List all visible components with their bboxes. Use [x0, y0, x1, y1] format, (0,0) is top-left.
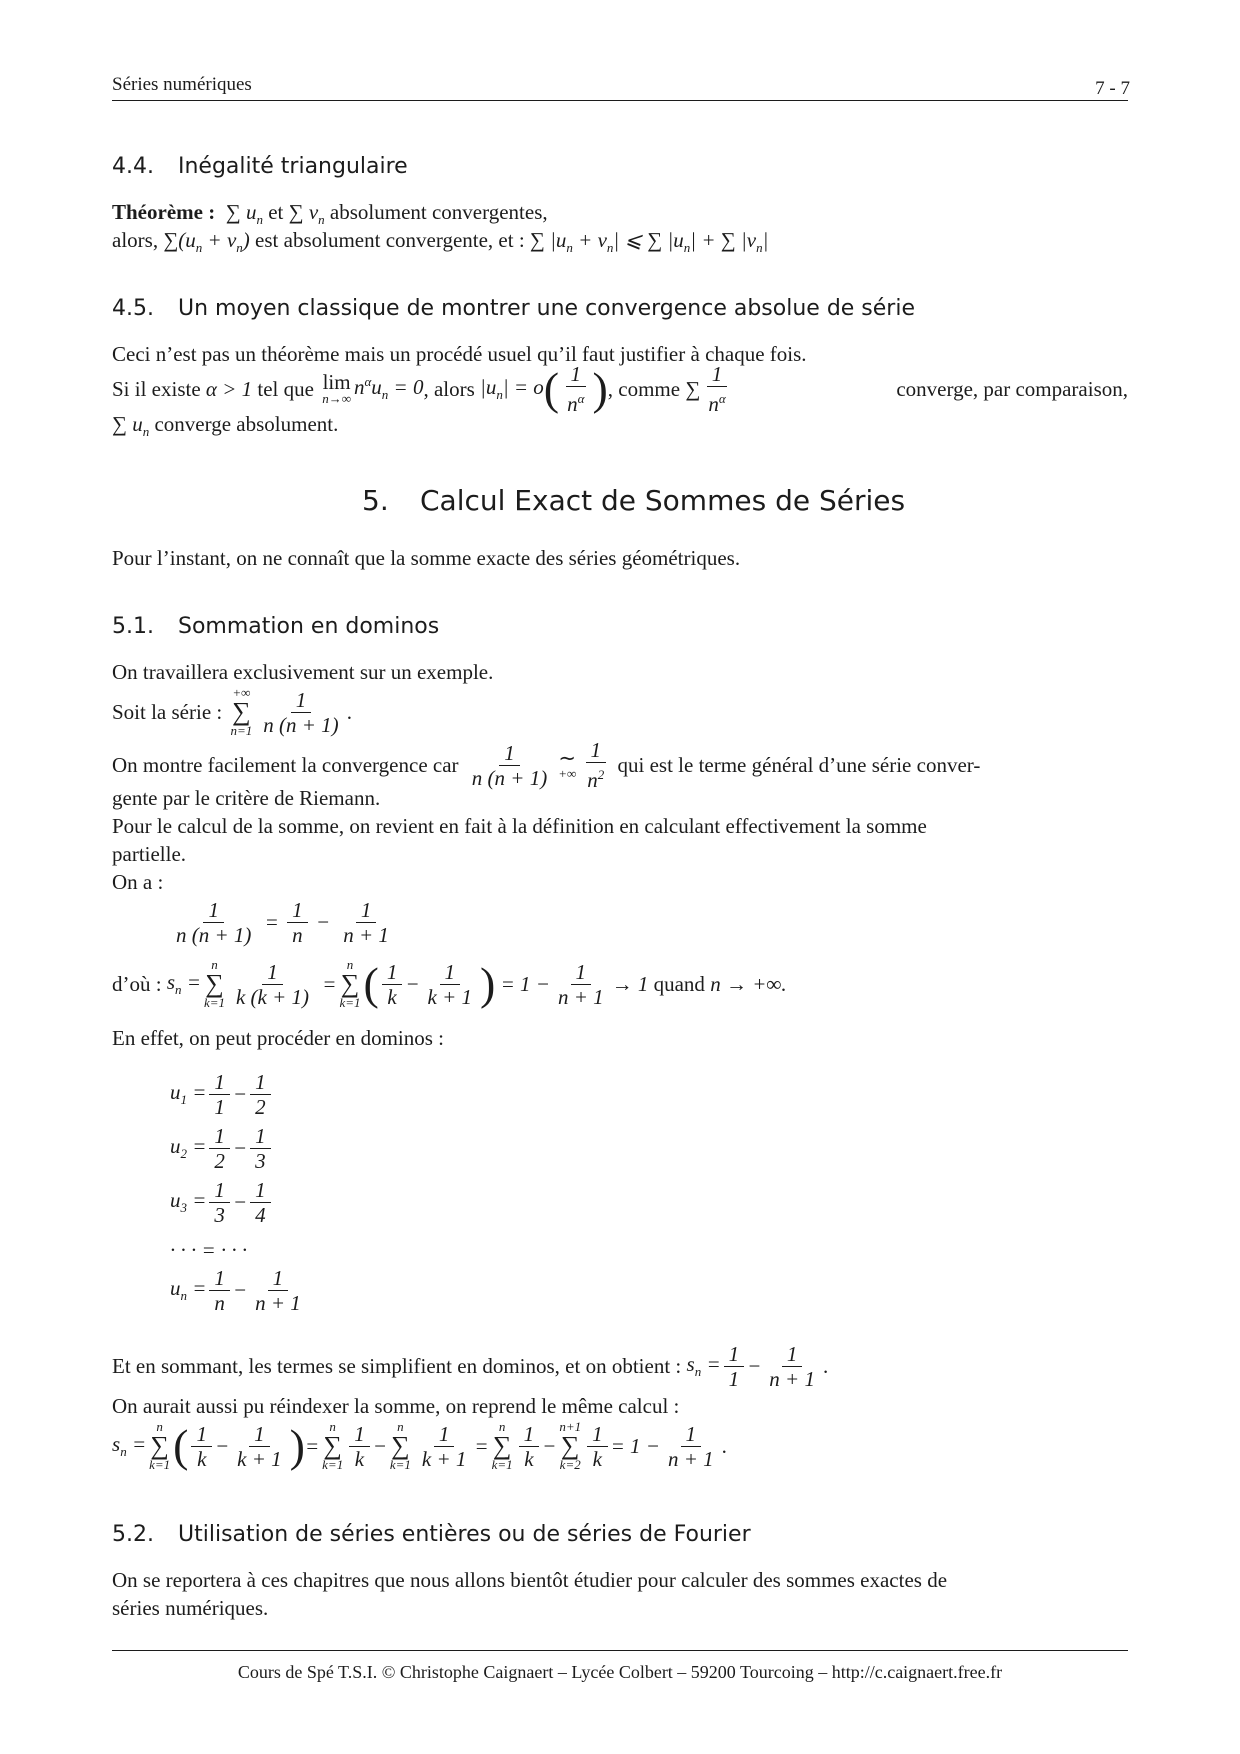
paragraph: Pour l’instant, on ne connaît que la somme exacte des séries géométriques.	[112, 546, 741, 570]
math-formula: ∑ $|u_n + v_n|$ ⩽ ∑ $|u_n|$ + ∑ $|v_n|$	[529, 228, 769, 256]
math-fraction: $\frac{1}{1}$	[724, 1342, 745, 1391]
math-fraction: $\frac{1}{2}$	[209, 1124, 230, 1173]
domino-un	[170, 1266, 309, 1315]
theorem-line-2	[112, 228, 768, 256]
math-fraction: $\frac{1}{n (n + 1)}$	[263, 687, 339, 737]
math-formula: = 1 −	[610, 1433, 660, 1458]
paren: (	[543, 363, 560, 414]
math-fraction: $\frac{1}{n (n + 1)}$	[471, 740, 548, 790]
domino-sum-result: Et en sommant, les termes se simplifient en dominos, et on obtient : $s_n$ = $\frac{1}{1}$ − $\frac{1}{n + 1}$ .	[112, 1342, 829, 1391]
paragraph: On aurait aussi pu réindexer la somme, on reprend le même calcul :	[112, 1394, 680, 1418]
section-number: 5.	[362, 484, 389, 517]
domino-u2	[170, 1124, 274, 1173]
paragraph: On se reportera à ces chapitres que nous allons bientôt étudier pour calculer des sommes exactes de	[112, 1568, 948, 1592]
math-formula: ∑	[685, 376, 701, 401]
math-minus: −	[372, 1433, 387, 1458]
section-number: 4.4.	[112, 154, 154, 179]
domino-u1	[170, 1070, 274, 1119]
math-formula: ∑ $u_n$	[112, 412, 150, 440]
math-fraction: $\frac{1}{n + 1}$	[769, 1342, 815, 1391]
text: On montre facilement la convergence car	[112, 752, 459, 777]
math-equals: =	[317, 971, 337, 996]
math-fraction: $\frac{1}{n}$	[287, 898, 308, 947]
text: , comme	[607, 376, 681, 401]
section-number: 5.2.	[112, 1522, 154, 1547]
math-sum: n ∑ k=1	[491, 1419, 513, 1472]
text: converge, par comparaison,	[896, 376, 1128, 401]
math-formula: $u_2$ =	[170, 1134, 207, 1162]
text: d’où :	[112, 971, 162, 996]
paragraph: On a :	[112, 870, 164, 894]
math-fraction: $\frac{1}{n^2}$	[587, 738, 605, 792]
math-equals: =	[474, 1433, 489, 1458]
math-fraction: $\frac{1}{3}$	[209, 1178, 230, 1227]
section-heading-5-2	[112, 1522, 751, 1547]
math-fraction: $\frac{1}{3}$	[250, 1124, 271, 1173]
theorem-label: Théorème :	[112, 200, 216, 224]
math-fraction: $\frac{1}{k + 1}$	[421, 1421, 467, 1471]
partial-sum-formula	[112, 958, 787, 1010]
chapter-heading-5	[362, 484, 905, 517]
text: qui est le terme général d’une série conver-	[617, 752, 981, 777]
math-fraction: $\frac{1}{k + 1}$	[427, 959, 473, 1009]
math-fraction: $\frac{1}{2}$	[250, 1070, 271, 1119]
text: absolument convergentes,	[329, 200, 548, 224]
paragraph: partielle.	[112, 842, 187, 866]
math-sum: n ∑ k=1	[149, 1419, 171, 1472]
section-number: 4.5.	[112, 296, 154, 321]
math-sum: +∞ ∑ n=1	[230, 685, 253, 738]
math-minus: −	[232, 1082, 248, 1106]
math-minus: −	[232, 1278, 248, 1302]
math-fraction: $\frac{1}{n + 1}$	[343, 898, 389, 947]
math-formula: = 1 −	[495, 971, 550, 996]
section-title: Calcul Exact de Sommes de Séries	[420, 484, 906, 517]
math-fraction: $\frac{1}{k}$	[191, 1422, 212, 1471]
paren: (	[173, 1420, 189, 1471]
math-sum: n ∑ k=1	[339, 957, 361, 1010]
math-sum: n ∑ k=1	[322, 1419, 344, 1472]
section-heading-4-5	[112, 296, 915, 321]
section-title: Sommation en dominos	[178, 614, 440, 639]
series-definition: Soit la série : +∞ ∑ n=1 $\frac{1}{n (n + 1)}$ .	[112, 685, 352, 738]
text: alors,	[112, 228, 159, 252]
math-fraction: $\frac{1}{n + 1}$	[255, 1266, 301, 1315]
math-minus: −	[232, 1190, 248, 1214]
section-number: 5.1.	[112, 614, 154, 639]
paragraph: Ceci n’est pas un théorème mais un procédé usuel qu’il faut justifier à chaque fois.	[112, 342, 807, 366]
math-equals: =	[304, 1433, 320, 1458]
footer-rule	[112, 1650, 1128, 1651]
math-formula: $u_3$ =	[170, 1188, 207, 1216]
math-fraction: $\frac{1}{k}$	[587, 1422, 608, 1471]
paragraph: Pour le calcul de la somme, on revient en fait à la définition en calculant effectivement la somme	[112, 814, 927, 838]
section-title: Utilisation de séries entières ou de séries de Fourier	[178, 1522, 751, 1547]
paren: (	[363, 958, 379, 1009]
theorem-line-1: Théorème : ∑ $u_n$ et ∑ $v_n$ absolument convergentes,	[112, 200, 548, 228]
math-fraction: $\frac{1}{n + 1}$	[667, 1421, 714, 1471]
partial-fraction-identity	[168, 898, 397, 947]
paren: )	[592, 363, 608, 414]
math-formula: $u_n$ =	[170, 1276, 207, 1304]
math-fraction: $\frac{1}{k}$	[519, 1422, 540, 1471]
math-minus: −	[232, 1136, 248, 1160]
math-fraction: $\frac{1}{k + 1}$	[237, 1421, 282, 1471]
reindex-formula: $s_n$ = n ∑ k=1 ( $\frac{1}{k}$ − $\frac{1}{k + 1}$ ) = n ∑ k=1 $\frac{1}{k}$ − n ∑ k=1 $\frac{1}{k + 1}$ = n ∑ k=1 $\frac{1}{k}$ − n+1 ∑ k=2 $\frac{1}{k}$ = 1 − $\frac{1}{n + 1}$ .	[112, 1419, 727, 1472]
paragraph-end	[112, 412, 338, 440]
paren: )	[289, 1420, 305, 1471]
math-sum: n ∑ k=1	[203, 957, 225, 1010]
text: , alors	[423, 376, 475, 401]
math-fraction: $\frac{1}{n^\alpha}$	[567, 362, 585, 416]
math-fraction: $\frac{1}{n^\alpha}$	[708, 362, 726, 416]
paragraph: séries numériques.	[112, 1596, 269, 1620]
math-formula: $s_n$ =	[112, 1431, 147, 1460]
paragraph: gente par le critère de Riemann.	[112, 786, 381, 810]
domino-u3	[170, 1178, 274, 1227]
math-formula: $u_1$ =	[170, 1080, 207, 1108]
math-minus: −	[214, 1433, 230, 1458]
section-heading-4-4	[112, 154, 408, 179]
math-formula: $|u_n| = o$	[480, 374, 544, 403]
text: converge absolument.	[154, 412, 339, 436]
math-limit: lim n→∞	[322, 370, 351, 406]
paragraph: On travaillera exclusivement sur un exemple.	[112, 660, 494, 684]
math-sum: n+1 ∑ k=2	[559, 1419, 582, 1472]
math-minus: −	[310, 910, 336, 934]
math-equivalent: ∼ +∞	[558, 746, 577, 781]
math-fraction: $\frac{1}{k}$	[382, 960, 403, 1009]
math-formula: $n^\alpha u_n = 0$	[353, 374, 424, 403]
math-minus: −	[405, 971, 420, 996]
paren: )	[480, 958, 496, 1009]
math-formula: $\sum(u_n + v_n)$	[163, 228, 250, 256]
paragraph: En effet, on peut procéder en dominos :	[112, 1026, 445, 1050]
math-fraction: $\frac{1}{4}$	[250, 1178, 271, 1227]
running-header-title: Séries numériques	[112, 74, 252, 95]
math-equals: =	[259, 910, 285, 934]
domino-ellipsis: · · · = · · ·	[170, 1238, 248, 1262]
math-formula: → 1	[611, 971, 649, 996]
text: Et en sommant, les termes se simplifient en dominos, et on obtient :	[112, 1354, 682, 1378]
convergence-line	[112, 738, 980, 792]
text: est absolument convergente, et :	[255, 228, 525, 252]
text: quand	[653, 971, 705, 996]
math-formula: ∑ $v_n$	[288, 200, 325, 228]
text: Si il existe	[112, 376, 201, 401]
text: tel que	[257, 376, 314, 401]
page-number: 7 - 7	[1095, 78, 1130, 99]
math-formula: α > 1	[205, 376, 253, 401]
section-heading-5-1	[112, 614, 439, 639]
math-fraction: $\frac{1}{k}$	[349, 1422, 370, 1471]
math-fraction: $\frac{1}{n (n + 1)}$	[176, 898, 252, 947]
math-formula: n → +∞.	[710, 971, 787, 996]
section-title: Un moyen classique de montrer une convergence absolue de série	[178, 296, 915, 321]
paragraph-criterion	[112, 362, 1128, 416]
math-fraction: $\frac{1}{n + 1}$	[557, 959, 604, 1009]
header-rule	[112, 100, 1128, 101]
math-minus: −	[747, 1354, 762, 1378]
text: Soit la série :	[112, 699, 223, 724]
math-fraction: $\frac{1}{1}$	[209, 1070, 230, 1119]
math-formula: ∑ $u_n$	[220, 200, 263, 228]
math-formula: $s_n$ =	[166, 969, 201, 998]
math-minus: −	[542, 1433, 557, 1458]
math-sum: n ∑ k=1	[389, 1419, 411, 1472]
math-fraction: $\frac{1}{k (k + 1)}$	[235, 959, 310, 1009]
section-title: Inégalité triangulaire	[178, 154, 408, 179]
footer-text: Cours de Spé T.S.I. © Christophe Caignaert – Lycée Colbert – 59200 Tourcoing – http://c.caignaert.free.fr	[237, 1662, 1003, 1682]
math-formula: $s_n$ =	[686, 1352, 721, 1380]
math-fraction: $\frac{1}{n}$	[209, 1266, 230, 1315]
